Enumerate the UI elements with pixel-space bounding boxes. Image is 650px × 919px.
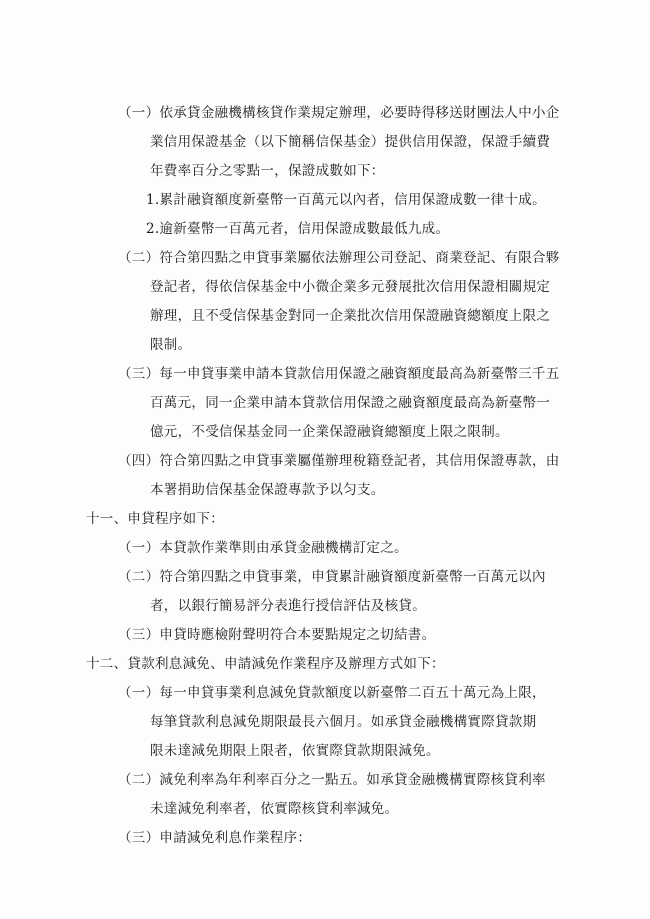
doc-line: （二）減免利率為年利率百分之一點五。如承貸金融機構實際核貸利率 xyxy=(118,772,546,788)
doc-line: （三）申請減免利息作業程序： xyxy=(118,830,312,846)
doc-line: 登記者，得依信保基金中小微企業多元發展批次信用保證相關規定 xyxy=(150,279,551,295)
doc-line: 辦理，且不受信保基金對同一企業批次信用保證融資總額度上限之 xyxy=(150,308,551,324)
doc-line: 百萬元，同一企業申請本貸款信用保證之融資額度最高為新臺幣一 xyxy=(150,395,551,411)
doc-line: （二）符合第四點之申貸事業，申貸累計融資額度新臺幣一百萬元以內 xyxy=(118,569,546,585)
doc-line: （三）申貸時應檢附聲明符合本要點規定之切結書。 xyxy=(118,627,436,643)
doc-line: 限未達減免期限上限者，依實際貸款期限減免。 xyxy=(150,743,440,759)
doc-line: （一）本貸款作業準則由承貸金融機構訂定之。 xyxy=(118,540,408,556)
doc-line: （一）依承貸金融機構核貸作業規定辦理，必要時得移送財團法人中小企 xyxy=(118,105,560,121)
doc-line: 億元，不受信保基金同一企業保證融資總額度上限之限制。 xyxy=(150,424,509,440)
doc-line: 年費率百分之零點一，保證成數如下： xyxy=(150,163,385,179)
doc-line: 未達減免利率者，依實際核貸利率減免。 xyxy=(150,801,399,817)
doc-line: 者，以銀行簡易評分表進行授信評估及核貸。 xyxy=(150,598,426,614)
doc-line: 限制。 xyxy=(150,337,192,353)
doc-line: 每筆貸款利息減免期限最長六個月。如承貸金融機構實際貸款期 xyxy=(150,714,537,730)
doc-line: 2.逾新臺幣一百萬元者，信用保證成數最低九成。 xyxy=(146,221,450,237)
doc-line: 十一、申貸程序如下： xyxy=(86,511,224,527)
doc-line: 1.累計融資額度新臺幣一百萬元以內者，信用保證成數一律十成。 xyxy=(146,192,546,208)
doc-line: （二）符合第四點之申貸事業屬依法辦理公司登記、商業登記、有限合夥 xyxy=(118,250,560,266)
doc-line: 十二、貸款利息減免、申請減免作業程序及辦理方式如下： xyxy=(86,656,445,672)
doc-line: （一）每一申貸事業利息減免貸款額度以新臺幣二百五十萬元為上限， xyxy=(118,685,546,701)
doc-line: 本署捐助信保基金保證專款予以匀支。 xyxy=(150,482,385,498)
doc-line: （三）每一申貸事業申請本貸款信用保證之融資額度最高為新臺幣三千五 xyxy=(118,366,560,382)
doc-line: （四）符合第四點之申貸事業屬僅辦理稅籍登記者，其信用保證專款，由 xyxy=(118,453,560,469)
doc-line: 業信用保證基金（以下簡稱信保基金）提供信用保證，保證手續費 xyxy=(150,134,551,150)
